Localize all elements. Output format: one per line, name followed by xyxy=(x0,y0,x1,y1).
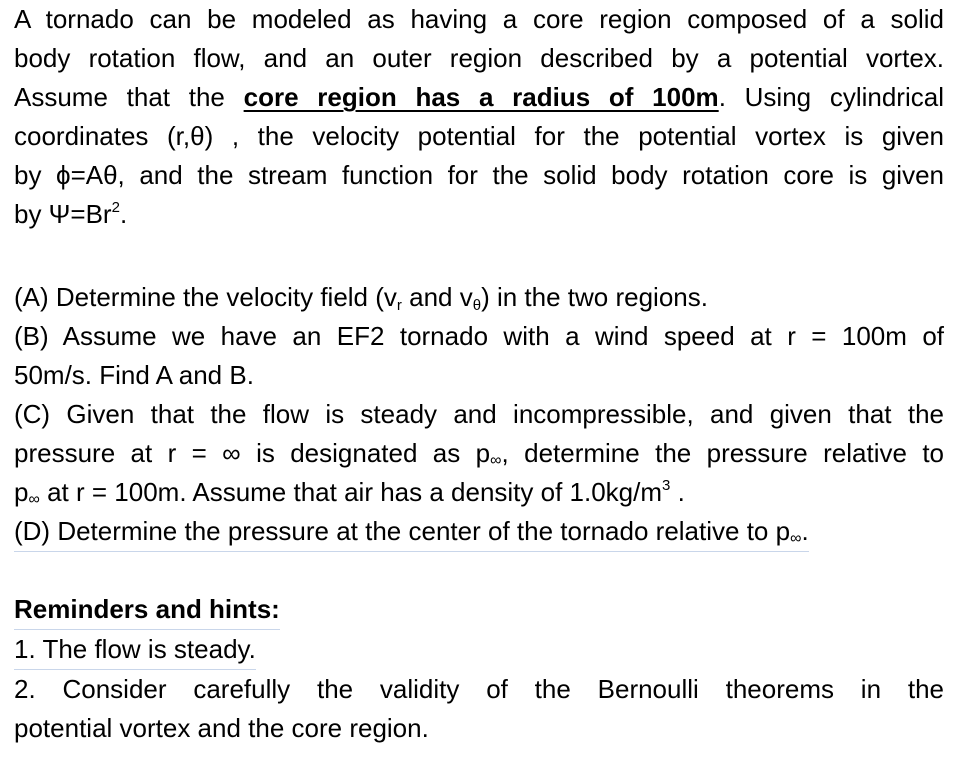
question-c-line-2: pressure at r = ∞ is designated as p∞, determine the pressure relative to xyxy=(14,438,945,469)
intro-line-5: by ϕ=Aθ, and the stream function for the solid body rotation core is given xyxy=(14,160,944,190)
hint-2-line-2: potential vortex and the core region. xyxy=(14,713,429,743)
intro-paragraph xyxy=(14,0,944,234)
question-b-line-1: (B) Assume we have an EF2 tornado with a wind speed at r = 100m of xyxy=(14,321,944,351)
question-a: (A) Determine the velocity field ($v_r$ and $v_\theta$) in the two regions. xyxy=(14,282,708,314)
hint-2-line-1: 2. Consider carefully the validity of the Bernoulli theorems in the xyxy=(14,674,944,704)
intro-line-2: body rotation flow, and an outer region described by a potential vortex. xyxy=(14,43,944,73)
hint-1: 1. The flow is steady. xyxy=(14,630,944,670)
intro-line-1: A tornado can be modeled as having a core region composed of a solid xyxy=(14,4,944,34)
question-b-line-2: 50m/s. Find A and B. xyxy=(14,360,254,390)
intro-line-6: by $\Psi=Br^2$. xyxy=(14,199,128,229)
core-radius-emphasis: core region has a radius of 100m xyxy=(243,82,719,112)
questions-block xyxy=(14,278,944,552)
intro-line-4: coordinates (r,θ) , the velocity potential for the potential vortex is given xyxy=(14,121,944,151)
question-c-line-1: (C) Given that the flow is steady and incompressible, and given that the xyxy=(14,399,944,429)
hints-block xyxy=(14,590,944,748)
question-d: (D) Determine the pressure at the center of the tornado relative to p∞. xyxy=(14,512,944,552)
hints-title: Reminders and hints: xyxy=(14,590,944,630)
question-c-line-3: p∞ at r = 100m. Assume that air has a density of $1.0kg/m^3$ . xyxy=(14,477,685,508)
intro-line-3: Assume that the core region has a radius of 100m. Using cylindrical xyxy=(14,82,944,112)
